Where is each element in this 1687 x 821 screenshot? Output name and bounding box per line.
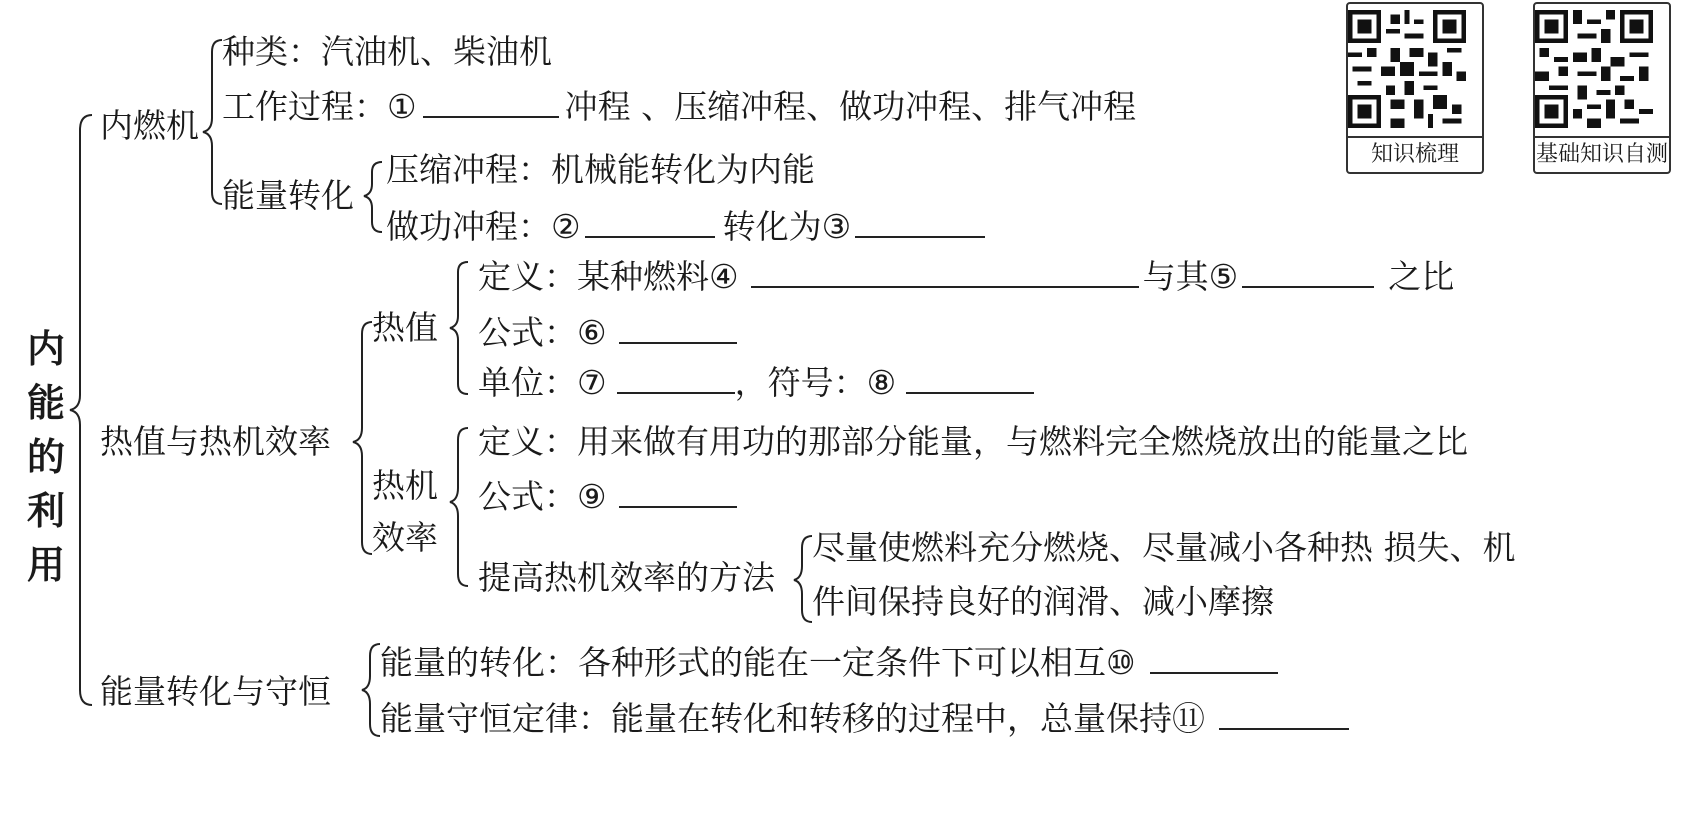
qr-code-icon xyxy=(1348,10,1466,128)
root-bracket xyxy=(70,115,92,705)
energy-bracket xyxy=(364,162,382,232)
blank-4[interactable] xyxy=(751,256,1139,288)
method-bracket xyxy=(794,536,812,622)
hv-formula: 公式：⑥ xyxy=(478,312,737,353)
hv-unit: 单位：⑦ ，符号：⑧ xyxy=(478,362,1034,403)
ice-bracket xyxy=(203,40,222,204)
root-title: 内能的利用 xyxy=(26,327,65,587)
blank-9[interactable] xyxy=(619,476,737,508)
blank-5[interactable] xyxy=(1242,256,1374,288)
conservation-law: 能量守恒定律：能量在转化和转移的过程中，总量保持⑪ xyxy=(380,698,1349,739)
qr-caption: 基础知识自测 xyxy=(1535,136,1669,172)
cons-bracket xyxy=(362,644,380,736)
heat-bracket xyxy=(353,322,372,554)
blank-3[interactable] xyxy=(855,206,985,238)
heat-value-title: 热值 xyxy=(372,308,438,347)
eff-method-line-2: 件间保持良好的润滑、减小摩擦 xyxy=(812,582,1274,621)
compress-stroke: 压缩冲程：机械能转化为内能 xyxy=(386,150,815,189)
ice-types: 种类：汽油机、柴油机 xyxy=(222,32,552,71)
efficiency-title-2: 效率 xyxy=(372,518,438,557)
qr-caption: 知识梳理 xyxy=(1348,136,1482,172)
hv-bracket xyxy=(450,262,468,394)
qr-card-knowledge[interactable] xyxy=(1346,2,1484,174)
blank-10[interactable] xyxy=(1150,642,1278,674)
ice-title: 内燃机 xyxy=(100,106,199,145)
heat-title: 热值与热机效率 xyxy=(100,422,331,461)
blank-2[interactable] xyxy=(585,206,715,238)
eff-bracket xyxy=(450,428,468,586)
blank-7[interactable] xyxy=(617,362,735,394)
conservation-title: 能量转化与守恒 xyxy=(100,672,331,711)
energy-title: 能量转化 xyxy=(222,176,354,215)
qr-card-self-test[interactable] xyxy=(1533,2,1671,174)
work-stroke: 做功冲程：② 转化为③ xyxy=(386,206,985,247)
eff-method-title: 提高热机效率的方法 xyxy=(478,558,775,597)
qr-code-icon xyxy=(1535,10,1653,128)
eff-formula: 公式：⑨ xyxy=(478,476,737,517)
blank-8[interactable] xyxy=(906,362,1034,394)
ice-process: 工作过程：① 冲程 、压缩冲程、做功冲程、排气冲程 xyxy=(222,87,1137,126)
eff-definition: 定义：用来做有用功的那部分能量，与燃料完全燃烧放出的能量之比 xyxy=(478,422,1468,461)
blank-6[interactable] xyxy=(619,312,737,344)
eff-method-line-1: 尽量使燃料充分燃烧、尽量减小各种热 损失、机 xyxy=(812,528,1516,567)
efficiency-title-1: 热机 xyxy=(372,466,438,505)
energy-transform: 能量的转化：各种形式的能在一定条件下可以相互⑩ xyxy=(380,642,1278,683)
blank-11[interactable] xyxy=(1219,698,1349,730)
blank-1[interactable] xyxy=(423,86,559,118)
hv-definition: 定义：某种燃料④ 与其⑤ 之比 xyxy=(478,257,1455,296)
